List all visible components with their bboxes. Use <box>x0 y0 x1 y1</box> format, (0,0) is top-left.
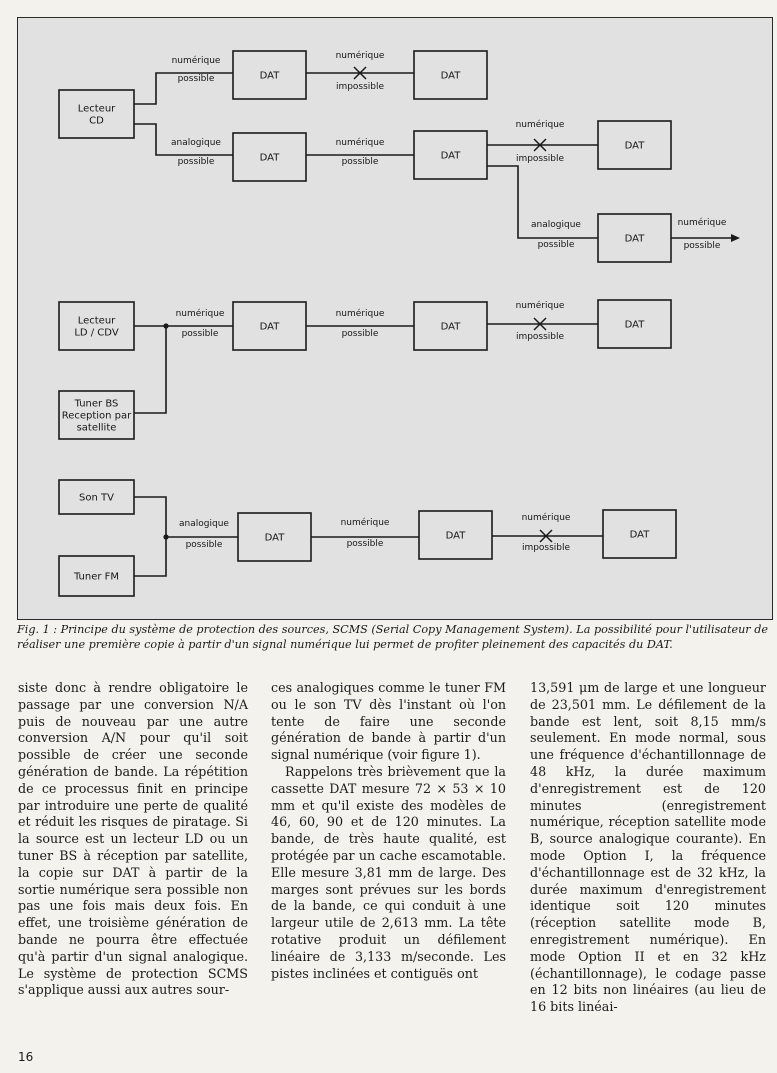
arrow-head <box>731 234 740 242</box>
dat-box-gen1-label: DAT <box>259 70 280 82</box>
paragraph: Rappelons très brièvement que la cassette DAT mesure 72 × 53 × 10 mm et qu'il existe des modèles de 46, 60, 90 et de 120 minutes. La bande, de très haute qualité, est protégée par un cache escamotable. Elle mesure 3,81 mm de large. Des marges sont prévues sur les bords de la bande, ce qui conduit à une largeur utile de 2,613 mm. La tête rotative produit un défilement linéaire de 3,133 m/seconde. Les pistes inclinées et contiguës ont <box>271 763 506 981</box>
label-possible: possible <box>177 157 215 167</box>
dat-box-gen2-label: DAT <box>440 70 461 82</box>
source-box-son-tv-label: Son TV <box>79 492 114 504</box>
dat-box-gen1-label: DAT <box>264 532 285 544</box>
dat-box-gen2-label: DAT <box>445 530 466 542</box>
label-possible: possible <box>177 74 215 84</box>
label-possible: possible <box>341 329 379 339</box>
figure-caption <box>17 622 771 652</box>
source-box-lecteur-ld-label: Lecteur <box>77 315 116 327</box>
source-box-tuner-bs-label: Tuner BS <box>74 398 119 410</box>
label-numerique: numérique <box>175 309 225 319</box>
label-impossible: impossible <box>335 82 385 92</box>
label-analogique: analogique <box>531 220 581 230</box>
figure-1-diagram <box>17 17 773 620</box>
text-column-2 <box>271 680 506 982</box>
label-possible: possible <box>181 329 219 339</box>
text-column-1 <box>18 680 248 999</box>
label-impossible: impossible <box>521 543 571 553</box>
label-numerique: numérique <box>521 513 571 523</box>
connector-line <box>134 537 166 576</box>
label-analogique: analogique <box>179 519 229 529</box>
dat-box-gen1-label: DAT <box>259 321 280 333</box>
label-numerique: numérique <box>515 301 565 311</box>
connector-line <box>134 497 238 537</box>
paragraph: siste donc à rendre obligatoire le passage par une conversion N/A puis de nouveau par une autre conversion A/N pour qu'il soit possible de créer une seconde génération de bande. La répétition de ce processus finit en principe par introduire une perte de qualité et réduit les risques de piratage. Si la source est un lecteur LD ou un tuner BS à réception par satellite, la copie sur DAT à partir de la sortie numérique sera possible non pas une fois mais deux fois. En effet, une troisième génération de bande ne pourra être effectuée qu'à partir d'un signal analogique. Le système de protection SCMS s'applique aussi aux autres sour- <box>18 680 248 998</box>
source-box-lecteur-cd-label: CD <box>89 115 104 127</box>
junction-dot <box>163 323 168 328</box>
label-possible: possible <box>346 539 384 549</box>
label-numerique: numérique <box>677 218 727 228</box>
page-number: 16 <box>18 1050 34 1064</box>
dat-box-gen2-label: DAT <box>440 150 461 162</box>
connector-line <box>134 326 166 413</box>
figure-caption-text: Principe du système de protection des sources, SCMS (Serial Copy Management System). La possibilité pour l'utilisateur de réaliser une première copie à partir d'un signal numérique lui permet de profiter pleinement des capacités du DAT. <box>17 623 768 651</box>
label-numerique: numérique <box>335 309 385 319</box>
label-possible: possible <box>683 241 721 251</box>
label-impossible: impossible <box>515 154 565 164</box>
label-possible: possible <box>341 157 379 167</box>
paragraph: 13,591 μm de large et une longueur de 23,501 mm. Le défilement de la bande est lent, soit 8,15 mm/s seulement. En mode normal, sous une fréquence d'échantillonnage de 48 kHz, la durée maximum d'enregistrement est de 120 minutes (enregistrement numérique, réception satellite mode B, source analogique courante). En mode Option I, la fréquence d'échantillonnage est de 32 kHz, la durée maximum d'enregistrement identique soit 120 minutes (réception satellite mode B, enregistrement numérique). En mode Option II et en 32 kHz (échantillonnage), le codage passe en 12 bits non linéaires (au lieu de 16 bits linéai- <box>530 680 766 1015</box>
source-box-lecteur-cd-label: Lecteur <box>77 103 116 115</box>
dat-box-gen1-label: DAT <box>259 152 280 164</box>
source-box-tuner-bs-label: Reception par <box>61 410 132 422</box>
dat-box-gen2-label: DAT <box>440 321 461 333</box>
label-numerique: numérique <box>335 138 385 148</box>
label-numerique: numérique <box>515 120 565 130</box>
label-numerique: numérique <box>335 51 385 61</box>
dat-box-gen3-label: DAT <box>624 319 645 331</box>
paragraph: ces analogiques comme le tuner FM ou le son TV dès l'instant où l'on tente de faire une seconde génération de bande à partir d'un signal numérique (voir figure 1). <box>271 680 506 763</box>
dat-box-gen3-label: DAT <box>629 529 650 541</box>
label-possible: possible <box>537 240 575 250</box>
label-possible: possible <box>185 540 223 550</box>
label-numerique: numérique <box>340 518 390 528</box>
source-box-tuner-bs-label: satellite <box>76 422 117 434</box>
source-box-tuner-fm-label: Tuner FM <box>73 571 120 583</box>
figure-label: Fig. 1 : <box>17 623 58 636</box>
label-analogique: analogique <box>171 138 221 148</box>
junction-dot <box>163 534 168 539</box>
label-numerique: numérique <box>171 56 221 66</box>
dat-box-gen3-label: DAT <box>624 140 645 152</box>
text-column-3 <box>530 680 766 1016</box>
dat-box-gen3-label: DAT <box>624 233 645 245</box>
label-impossible: impossible <box>515 332 565 342</box>
source-box-lecteur-ld-label: LD / CDV <box>74 327 119 339</box>
